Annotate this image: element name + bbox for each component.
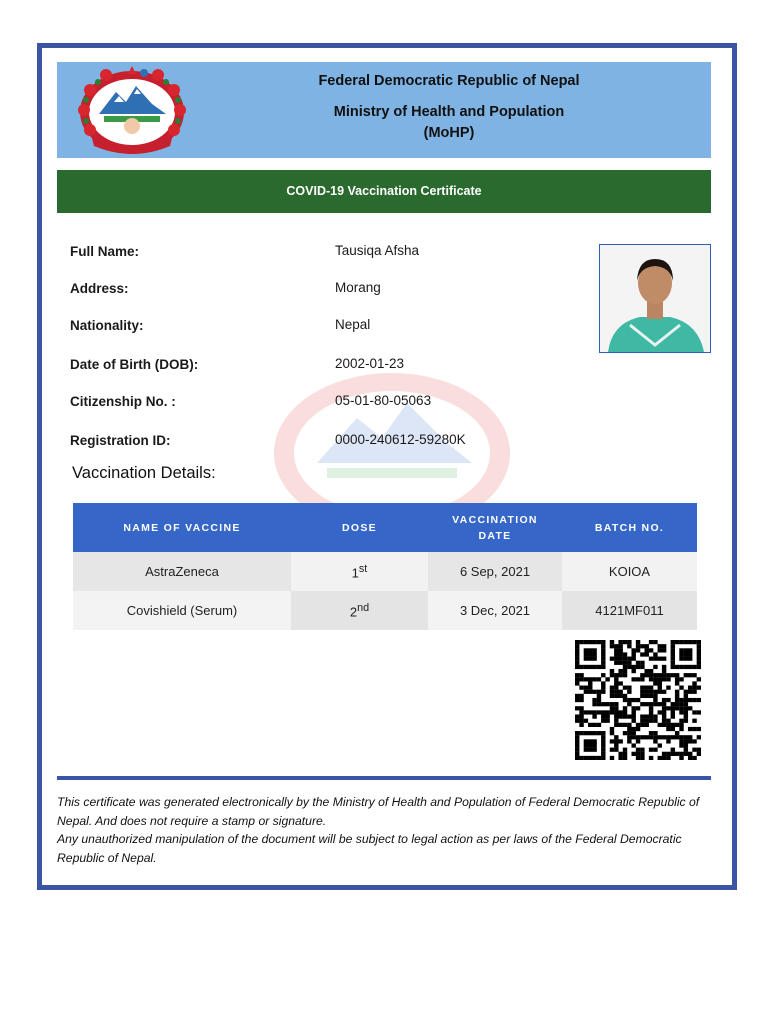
full-name-value: Tausiqa Afsha xyxy=(335,243,420,258)
certificate-title-bar: COVID-19 Vaccination Certificate xyxy=(57,170,711,213)
dose-cell xyxy=(291,591,428,630)
dose-suffix: nd xyxy=(357,601,370,614)
batch-number-cell: 4121MF011 xyxy=(562,591,697,630)
dob-value: 2002-01-23 xyxy=(335,356,405,371)
disclaimer-paragraph: Any unauthorized manipulation of the document will be subject to legal action as per laws of the Federal Democratic Republic of Nepal. xyxy=(57,832,682,865)
vaccination-date-cell: 6 Sep, 2021 xyxy=(428,552,562,591)
dose-number: 1 xyxy=(351,565,359,581)
column-header-vaccine: NAME OF VACCINE xyxy=(73,503,291,552)
registration-label: Registration ID: xyxy=(70,433,171,448)
disclaimer xyxy=(57,793,707,867)
dose-suffix: st xyxy=(358,562,368,575)
person-photo-icon xyxy=(600,245,710,352)
batch-number-cell: KOIOA xyxy=(562,552,697,591)
vaccine-name-cell: AstraZeneca xyxy=(73,552,291,591)
nationality-value: Nepal xyxy=(335,317,371,332)
dose-number: 2 xyxy=(349,604,358,620)
dose-cell xyxy=(291,552,428,591)
vaccine-name-cell: Covishield (Serum) xyxy=(73,591,291,630)
dob-label: Date of Birth (DOB): xyxy=(70,357,199,372)
certificate-frame xyxy=(37,43,737,890)
column-header-dose: DOSE xyxy=(291,503,428,552)
table-header-row xyxy=(73,503,697,552)
disclaimer-paragraph: This certificate was generated electronically by the Ministry of Health and Population of Federal Democratic Republic of Nepal. And does not require a stamp or signature. xyxy=(57,795,700,828)
column-header-batch: BATCH NO. xyxy=(562,503,697,552)
divider-line xyxy=(57,776,711,780)
qr-code-icon xyxy=(575,640,701,760)
country-title: Federal Democratic Republic of Nepal xyxy=(318,73,580,89)
vaccination-table xyxy=(73,503,697,630)
citizenship-label: Citizenship No. : xyxy=(70,394,176,409)
ministry-abbreviation: (MoHP) xyxy=(423,125,475,141)
registration-value: 0000-240612-59280K xyxy=(335,432,466,447)
full-name-label: Full Name: xyxy=(70,244,140,259)
certificate-header xyxy=(57,62,711,158)
nepal-emblem-icon xyxy=(74,64,190,156)
table-row xyxy=(73,591,697,630)
ministry-title: Ministry of Health and Population xyxy=(333,104,565,120)
holder-photo xyxy=(599,244,711,353)
address-value: Morang xyxy=(335,280,381,295)
citizenship-value: 05-01-80-05063 xyxy=(335,393,432,408)
nationality-label: Nationality: xyxy=(70,318,144,333)
address-label: Address: xyxy=(70,281,129,296)
vaccination-date-cell: 3 Dec, 2021 xyxy=(428,591,562,630)
column-header-date: VACCINATION DATE xyxy=(428,503,562,552)
table-row xyxy=(73,552,697,591)
vaccination-details-heading: Vaccination Details: xyxy=(72,464,216,482)
